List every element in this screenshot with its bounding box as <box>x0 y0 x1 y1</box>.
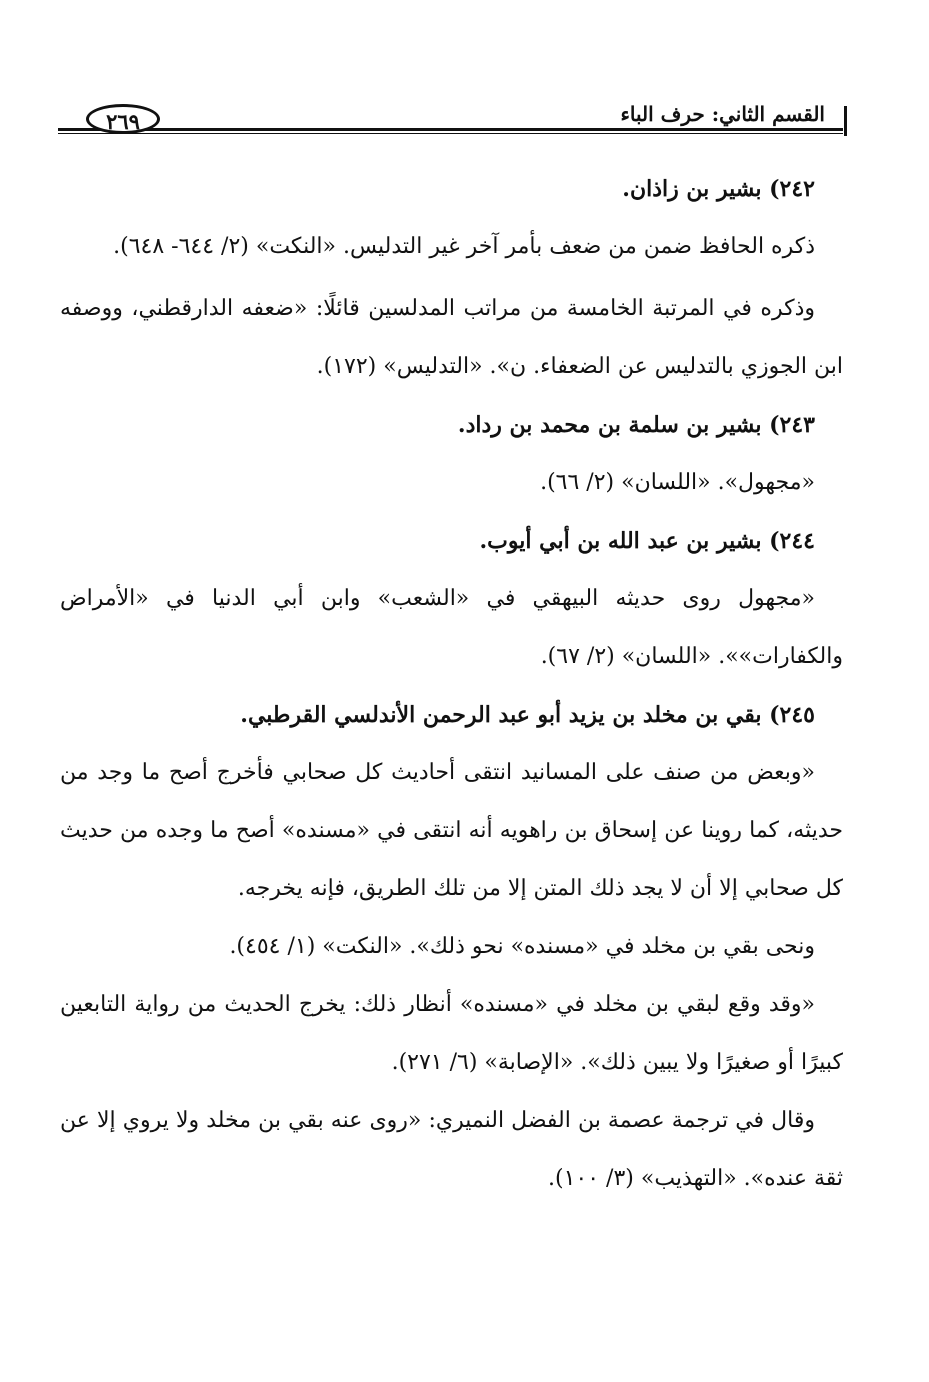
page-body <box>60 160 843 1208</box>
entry-title: ٢٤٣) بشير بن سلمة بن محمد بن رداد. <box>457 412 815 438</box>
entry-paragraph: «وقد وقع لبقي بن مخلد في «مسنده» أنظار ذلك: يخرج الحديث من رواية التابعين كبيرًا أو صغيرًا ولا يبين ذلك». «الإصابة» (٦/ ٢٧١). <box>60 992 843 1075</box>
entry-title: ٢٤٢) بشير بن زاذان. <box>622 176 815 202</box>
entry-paragraph: «مجهول». «اللسان» (٢/ ٦٦). <box>540 470 815 495</box>
entry-paragraph: «وبعض من صنف على المسانيد انتقى أحاديث كل صحابي فأخرج أصح ما وجد من حديثه، كما روينا عن إسحاق بن راهويه أنه انتقى في «مسنده» أصح ما وجده من حديث كل صحابي إلا أن لا يجد ذلك المتن إلا من تلك الطريق، فإنه يخرجه. <box>60 760 843 901</box>
page-number: ٢٦٩ <box>86 104 160 134</box>
header-rule-cap <box>844 106 847 136</box>
page-header <box>58 100 843 136</box>
entry-title: ٢٤٤) بشير بن عبد الله بن أبي أيوب. <box>479 528 815 554</box>
entry-paragraph: «مجهول روى حديثه البيهقي في «الشعب» وابن أبي الدنيا في «الأمراض والكفارات»». «اللسان» (٢/ ٦٧). <box>60 586 843 669</box>
entry-paragraph: ونحى بقي بن مخلد في «مسنده» نحو ذلك». «النكت» (١/ ٤٥٤). <box>229 934 815 959</box>
section-title: القسم الثاني: حرف الباء <box>614 102 831 126</box>
entry-title: ٢٤٥) بقي بن مخلد بن يزيد أبو عبد الرحمن الأندلسي القرطبي. <box>240 702 815 728</box>
entry-paragraph: وقال في ترجمة عصمة بن الفضل النميري: «روى عنه بقي بن مخلد ولا يروي إلا عن ثقة عنده». «التهذيب» (٣/ ١٠٠). <box>60 1108 843 1191</box>
entry-paragraph: وذكره في المرتبة الخامسة من مراتب المدلسين قائلًا: «ضعفه الدارقطني، ووصفه ابن الجوزي بالتدليس عن الضعفاء. ن». «التدليس» (١٧٢). <box>60 296 843 379</box>
entry-paragraph: ذكره الحافظ ضمن من ضعف بأمر آخر غير التدليس. «النكت» (٢/ ٦٤٤- ٦٤٨). <box>113 234 815 259</box>
header-rule <box>58 128 843 134</box>
